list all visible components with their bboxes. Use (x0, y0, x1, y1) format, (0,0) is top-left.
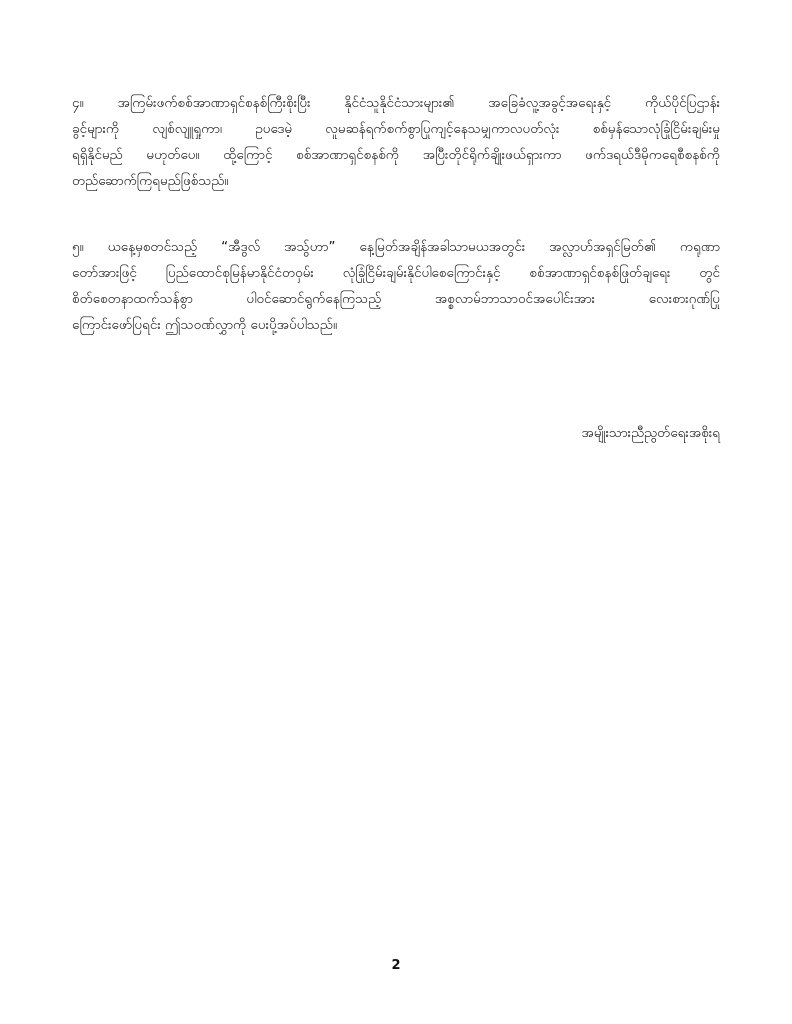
signature-line: အမျိုးသားညီညွတ်ရေးအစိုးရ (581, 425, 720, 441)
paragraph-line: ၅။ ယနေ့မှစတင်သည့် “အီဒွလ် အသွ်ဟာ” နေ့မြတ်အချိန်အခါသာမယအတွင်း အလ္လာဟ်အရှင်မြတ်၏ ကရုဏာ (72, 239, 720, 255)
paragraph-line: ခွင့်များကို လျစ်လျူရှုကာ၊ ဥပဒေမဲ့ လူမဆန်ရက်စက်စွာပြုကျင့်နေသမျှကာလပတ်လုံး စစ်မှန်သောလုံခြုံငြိမ်းချမ်းမှု (72, 121, 720, 137)
page-number: 2 (391, 958, 401, 973)
paragraph-line: စိတ်စေတနာထက်သန်စွာ ပါဝင်ဆောင်ရွက်နေကြသည့် အစ္စလာမ်ဘာသာဝင်အပေါင်းအား လေးစားဂုဏ်ပြု (72, 291, 720, 307)
paragraph-line: တည်ဆောက်ကြရမည်ဖြစ်သည်။ (72, 173, 229, 189)
paragraph-line: တော်အားဖြင့် ပြည်ထောင်စုမြန်မာနိုင်ငံတဝှမ်း လုံခြုံငြိမ်းချမ်းနိုင်ပါစေကြောင်းနှင့် စစ်အာဏာရှင်စနစ်ဖြုတ်ချရေး တွင် (72, 265, 720, 281)
paragraph-line: ကြောင်းဖော်ပြရင်း ဤသဝဏ်လွှာကို ပေးပို့အပ်ပါသည်။ (72, 317, 338, 333)
paragraph-5 (72, 234, 720, 338)
paragraph-4 (72, 90, 720, 194)
paragraph-line: ရရှိနိုင်မည် မဟုတ်ပေ။ ထို့ကြောင့် စစ်အာဏာရှင်စနစ်ကို အပြီးတိုင်ရိုက်ချိုးဖယ်ရှားကာ ဖက်ဒရယ်ဒီမိုကရေစီစနစ်ကို (72, 147, 720, 163)
paragraph-line: ၄။ အကြမ်းဖက်စစ်အာဏာရှင်စနစ်ကြီးစိုးပြီး နိုင်ငံသူနိုင်ငံသားများ၏ အခြေခံလူ့အခွင့်အရေးနှင့် ကိုယ်ပိုင်ပြဌာန်း (72, 95, 720, 111)
